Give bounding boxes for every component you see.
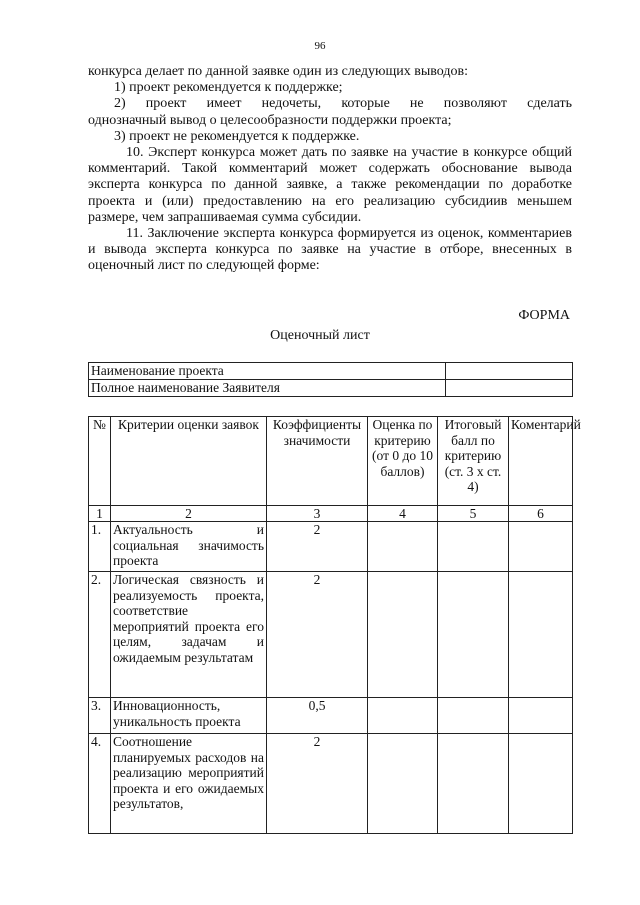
row-coefficient: 2 — [267, 522, 368, 572]
table-row — [89, 572, 573, 698]
paragraph-item-10: 10. Эксперт конкурса может дать по заявке на участие в конкурсе общий комментарий. Такой комментарий может содержать обоснование вывода эксперта конкурса по данной заявке, а также рекомендации по доработке проекта и (или) предоставлению на его реализацию субсидиив меньшем размере, чем запрашиваемая сумма субсидии. — [88, 145, 572, 225]
row-score-cell — [368, 572, 438, 698]
row-criterion: Инновационность, уникальность проекта — [111, 698, 267, 734]
header-comment: Коментарий — [509, 417, 573, 506]
paragraph-option-2-line-1: 2) проект имеет недочеты, которые не позволяют сделать — [114, 96, 572, 112]
row-score-cell — [368, 522, 438, 572]
row-criterion: Соотношение планируемых расходов на реализацию мероприятий проекта и его ожидаемых результатов, — [111, 734, 267, 834]
row-total-cell — [438, 734, 509, 834]
info-value-project-name — [446, 363, 573, 380]
header-coefficients: Коэффициенты значимости — [267, 417, 368, 506]
paragraph-option-2-line-2: однозначный вывод о целесообразности поддержки проекта; — [88, 112, 452, 128]
project-info-table — [88, 362, 573, 397]
column-number: 2 — [111, 506, 267, 522]
row-coefficient: 2 — [267, 734, 368, 834]
row-criterion: Логическая связность и реализуемость проекта, соответствие мероприятий проекта его целям, задачам и ожидаемым результатам — [111, 572, 267, 698]
column-number: 5 — [438, 506, 509, 522]
column-number: 1 — [89, 506, 111, 522]
row-total-cell — [438, 522, 509, 572]
row-number: 4. — [89, 734, 111, 834]
header-total: Итоговый балл по критерию (ст. 3 х ст. 4) — [438, 417, 509, 506]
row-number: 2. — [89, 572, 111, 698]
row-total-cell — [438, 572, 509, 698]
evaluation-table — [88, 416, 581, 834]
table-header-row — [89, 417, 573, 506]
paragraph-item-11: 11. Заключение эксперта конкурса формируется из оценок, комментариев и вывода эксперта конкурса по заявке на участие в отборе, внесенных в оценочный лист по следующей форме: — [88, 226, 572, 274]
row-comment-cell — [509, 734, 573, 834]
header-number: № — [89, 417, 111, 506]
row-coefficient: 2 — [267, 572, 368, 698]
paragraph-option-1: 1) проект рекомендуется к поддержке; — [114, 80, 343, 96]
column-number: 6 — [509, 506, 573, 522]
row-score-cell — [368, 698, 438, 734]
info-row-applicant-name — [89, 380, 573, 397]
row-score-cell — [368, 734, 438, 834]
column-number-row — [89, 506, 573, 522]
body-text — [88, 64, 572, 275]
row-criterion: Актуальность и социальная значимость проекта — [111, 522, 267, 572]
info-row-project-name — [89, 363, 573, 380]
row-total-cell — [438, 698, 509, 734]
form-label: ФОРМА — [518, 308, 570, 323]
header-score: Оценка по критерию (от 0 до 10 баллов) — [368, 417, 438, 506]
page-number: 96 — [314, 40, 326, 52]
row-comment-cell — [509, 522, 573, 572]
paragraph-option-3: 3) проект не рекомендуется к поддержке. — [114, 128, 360, 144]
column-number: 4 — [368, 506, 438, 522]
table-row — [89, 734, 573, 834]
column-number: 3 — [267, 506, 368, 522]
row-coefficient: 0,5 — [267, 698, 368, 734]
table-row — [89, 698, 573, 734]
info-value-applicant-name — [446, 380, 573, 397]
header-criteria: Критерии оценки заявок — [111, 417, 267, 506]
row-number: 3. — [89, 698, 111, 734]
form-title: Оценочный лист — [270, 328, 370, 343]
info-label-applicant-name: Полное наименование Заявителя — [89, 380, 446, 397]
row-comment-cell — [509, 572, 573, 698]
paragraph-conclusions-intro: конкурса делает по данной заявке один из следующих выводов: — [88, 64, 468, 79]
row-number: 1. — [89, 522, 111, 572]
info-label-project-name: Наименование проекта — [89, 363, 446, 380]
table-row — [89, 522, 573, 572]
row-comment-cell — [509, 698, 573, 734]
